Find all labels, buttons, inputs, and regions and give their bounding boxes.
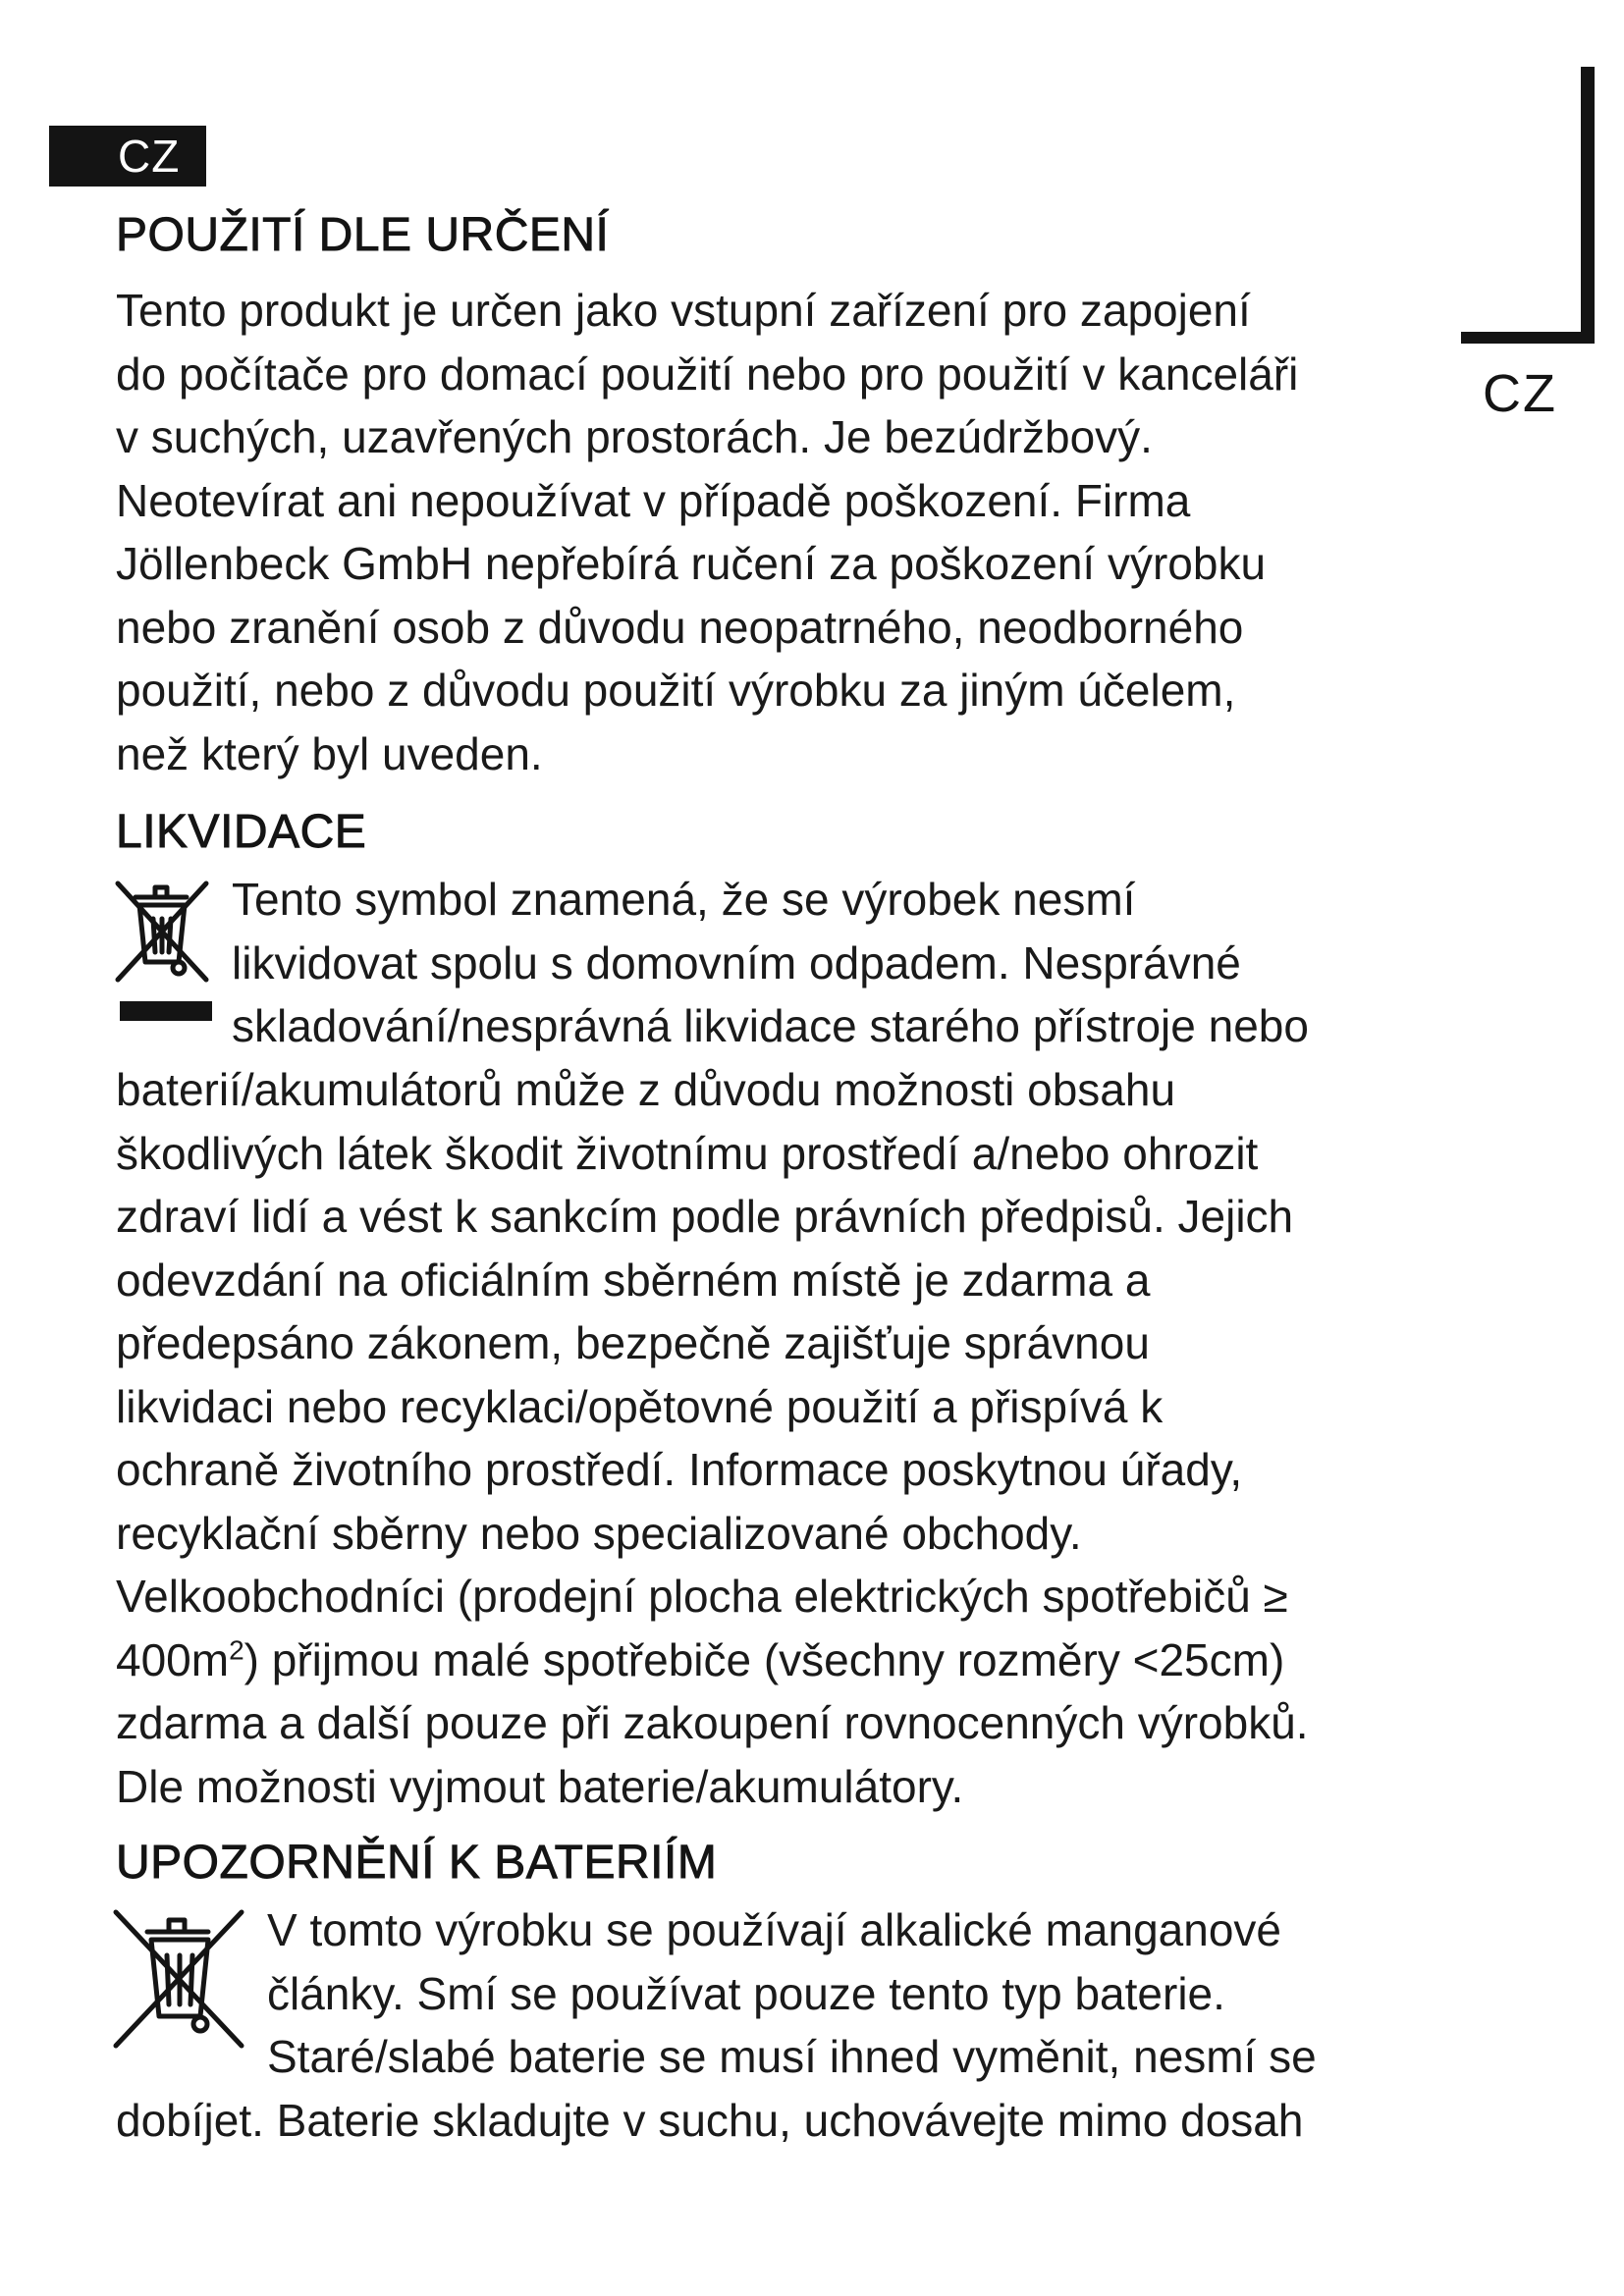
language-tab: CZ	[49, 126, 206, 187]
section-title-disposal: LIKVIDACE	[116, 806, 367, 858]
intended-use-text: Tento produkt je určen jako vstupní zařízení pro zapojení do počítače pro domací použití nebo pro použití v kanceláři v suchých, uzavřených prostorách. Je bezúdržbový. Neotevírat ani nepoužívat v případě poškození. Firma Jöllenbeck GmbH nepřebírá ručení za poškození výrobku nebo zranění osob z důvodu neopatrného, neodborného použití, nebo z důvodu použití výrobku za jiným účelem, než který byl uveden.	[116, 285, 1299, 779]
battery-text-beside-icon: V tomto výrobku se používají alkalické manganové články. Smí se používat pouze tento typ baterie. Staré/slabé baterie se musí ihned vyměnit, nesmí se	[267, 1904, 1317, 2082]
crossed-out-wheelie-bin-with-bar-icon	[110, 876, 220, 1041]
area-value: 400m	[116, 1633, 230, 1685]
area-superscript: 2	[229, 1634, 244, 1666]
disposal-text-beside-icon: Tento symbol znamená, že se výrobek nesmí likvidovat spolu s domovním odpadem. Nesprávné skladování/nesprávná likvidace starého přístroje nebo	[232, 874, 1309, 1051]
side-language-label: CZ	[1483, 364, 1557, 423]
section-title-battery-notes: UPOZORNĚNÍ K BATERIÍM	[116, 1837, 718, 1889]
disposal-text-part1: baterií/akumulátorů může z důvodu možnosti obsahu škodlivých látek škodit životnímu prostředí a/nebo ohrozit zdraví lidí a vést k sankcím podle právních předpisů. Jejich odevzdání na oficiálním sběrném místě je zdarma a předepsáno zákonem, bezpečně zajišťuje správnou likvidaci nebo recyklaci/opětovné použití a přispívá k ochraně životního prostředí. Informace poskytnou úřady, recyklační sběrny nebo specializované obchody. Velkoobchodníci (prodejní plocha elektrických spotřebičů ≥	[116, 1064, 1294, 1622]
disposal-text	[116, 1058, 1309, 1818]
battery-text: dobíjet. Baterie skladujte v suchu, uchovávejte mimo dosah	[116, 2095, 1304, 2146]
crossed-out-wheelie-bin-icon	[110, 1906, 247, 2054]
corner-mark-vertical	[1581, 67, 1595, 344]
section-title-intended-use: POUŽITÍ DLE URČENÍ	[116, 209, 610, 261]
corner-mark-horizontal	[1461, 332, 1595, 344]
corner-crop-mark	[1461, 67, 1595, 344]
disposal-text-part2: ) přijmou malé spotřebiče (všechny rozměry <25cm) zdarma a další pouze při zakoupení rovnocenných výrobků. Dle možnosti vyjmout baterie/akumulátory.	[116, 1633, 1309, 1812]
